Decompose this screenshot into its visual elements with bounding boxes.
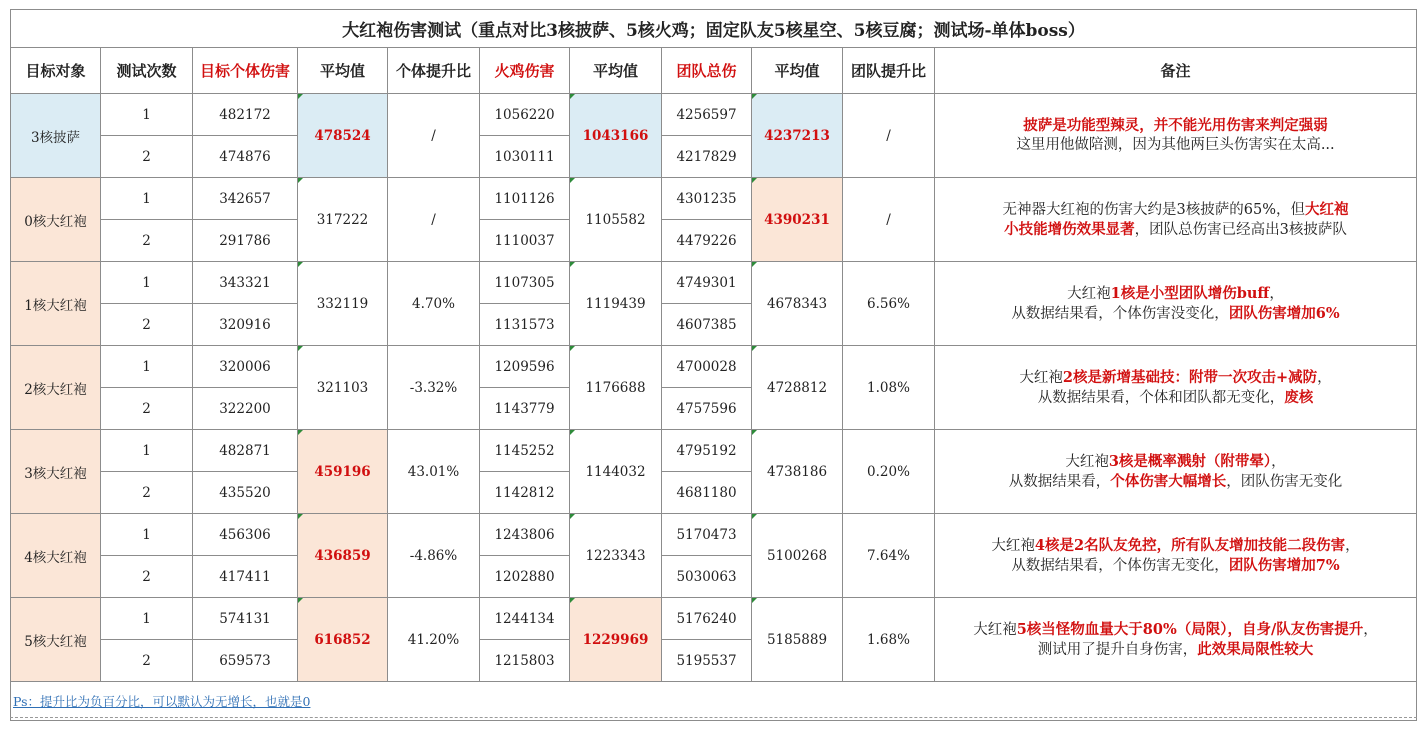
ps-note-link[interactable]: Ps：提升比为负百分比，可以默认为无增长，也就是0 [13,694,311,709]
cell-marker [570,514,575,519]
cell-target-avg[interactable] [298,178,388,262]
cell-test-no[interactable]: 2 [101,388,193,430]
cell-marker [298,598,303,603]
cell-turkey-avg[interactable] [570,94,662,178]
cell-target-damage[interactable]: 435520 [193,472,298,514]
cell-marker [752,430,757,435]
note-text: 测试用了提升自身伤害， [1037,641,1198,658]
note-highlight: 披萨是功能型辣灵，并不能光用伤害来判定强弱 [1023,117,1328,134]
cell-target-damage[interactable]: 322200 [193,388,298,430]
cell-turkey-damage[interactable]: 1143779 [480,388,570,430]
header-turkey-damage[interactable]: 火鸡伤害 [480,48,570,94]
header-target-damage[interactable]: 目标个体伤害 [193,48,298,94]
cell-marker [570,430,575,435]
cell-marker [570,94,575,99]
cell-test-no[interactable]: 2 [101,472,193,514]
note-highlight: 3核是概率溅射（附带晕） [1108,452,1272,470]
cell-team-damage[interactable]: 4607385 [662,304,752,346]
cell-target[interactable]: 0核大红袍 [11,178,101,262]
cell-marker [570,262,575,267]
cell-target-avg-value: 317222 [316,211,369,228]
cell-team-damage[interactable]: 5176240 [662,598,752,640]
note-highlight: 废核 [1284,388,1314,406]
cell-team-avg[interactable] [752,262,843,346]
cell-individual-increase[interactable]: 43.01% [388,430,480,514]
cell-target-avg-value: 321103 [316,379,369,396]
cell-team-damage[interactable]: 4301235 [662,178,752,220]
spreadsheet [10,9,1417,721]
cell-team-avg-value: 5185889 [766,631,828,648]
cell-turkey-avg-value: 1223343 [585,547,646,564]
cell-test-no[interactable]: 1 [101,94,193,136]
header-test-count[interactable]: 测试次数 [101,48,193,94]
cell-marker [298,94,303,99]
cell-individual-increase[interactable]: -3.32% [388,346,480,430]
cell-team-avg[interactable] [752,178,843,262]
cell-turkey-avg-value: 1229969 [582,631,649,648]
cell-target[interactable]: 4核大红袍 [11,514,101,598]
cell-team-damage[interactable]: 4681180 [662,472,752,514]
cell-marker [752,262,757,267]
note-text: ， [1269,285,1284,302]
cell-target[interactable]: 3核大红袍 [11,430,101,514]
note-highlight: 5核当怪物血量大于80%（局限），自身/队友伤害提升 [1016,620,1364,638]
cell-turkey-damage[interactable]: 1202880 [480,556,570,598]
header-team-increase[interactable]: 团队提升比 [843,48,935,94]
note-text: 大红袍 [1019,369,1063,386]
cell-team-damage[interactable]: 4479226 [662,220,752,262]
cell-turkey-damage[interactable]: 1056220 [480,94,570,136]
cell-marker [298,262,303,267]
cell-turkey-damage[interactable]: 1142812 [480,472,570,514]
cell-team-damage[interactable]: 5030063 [662,556,752,598]
cell-target-damage[interactable]: 291786 [193,220,298,262]
note-text: ， [1271,453,1286,470]
cell-test-no[interactable]: 1 [101,346,193,388]
cell-team-avg-value: 5100268 [766,547,828,564]
cell-turkey-avg[interactable] [570,430,662,514]
cell-turkey-damage[interactable]: 1110037 [480,220,570,262]
cell-team-increase[interactable]: / [843,178,935,262]
cell-marker [298,178,303,183]
header-row [11,48,1417,94]
cell-team-avg[interactable] [752,598,843,682]
cell-team-increase[interactable]: 1.68% [843,598,935,682]
header-avg-1[interactable]: 平均值 [298,48,388,94]
cell-turkey-damage[interactable]: 1131573 [480,304,570,346]
cell-team-avg[interactable] [752,514,843,598]
cell-team-damage[interactable]: 4749301 [662,262,752,304]
cell-target-damage[interactable]: 474876 [193,136,298,178]
damage-test-table [10,9,1417,721]
cell-team-avg[interactable] [752,94,843,178]
cell-turkey-damage[interactable]: 1107305 [480,262,570,304]
cell-test-no[interactable]: 1 [101,598,193,640]
cell-team-avg-value: 4728812 [766,379,828,396]
cell-turkey-damage[interactable]: 1209596 [480,346,570,388]
cell-individual-increase[interactable]: -4.86% [388,514,480,598]
cell-team-avg-value: 4678343 [766,295,828,312]
cell-test-no[interactable]: 2 [101,220,193,262]
cell-marker [752,514,757,519]
cell-team-damage[interactable]: 4217829 [662,136,752,178]
cell-target-avg[interactable] [298,94,388,178]
header-avg-3[interactable]: 平均值 [752,48,843,94]
note-highlight: 1核是小型团队增伤buff [1110,284,1270,302]
cell-target-damage[interactable]: 482172 [193,94,298,136]
note-highlight: 团队伤害增加6% [1228,304,1340,322]
ps-cell [11,682,1417,721]
note-text: ，团队总伤害已经高出3核披萨队 [1134,221,1347,238]
cell-turkey-damage[interactable]: 1030111 [480,136,570,178]
cell-turkey-damage[interactable]: 1145252 [480,430,570,472]
cell-target-avg[interactable] [298,262,388,346]
cell-test-no[interactable]: 1 [101,262,193,304]
cell-target[interactable]: 5核大红袍 [11,598,101,682]
cell-team-damage[interactable]: 4795192 [662,430,752,472]
cell-individual-increase[interactable]: / [388,94,480,178]
table-row [11,94,1417,136]
cell-turkey-avg[interactable] [570,598,662,682]
cell-note[interactable] [935,598,1417,682]
cell-note[interactable] [935,430,1417,514]
cell-individual-increase[interactable]: / [388,178,480,262]
table-row [11,430,1417,472]
cell-target-avg[interactable] [298,514,388,598]
cell-note[interactable] [935,514,1417,598]
cell-test-no[interactable]: 1 [101,514,193,556]
cell-target-damage[interactable]: 482871 [193,430,298,472]
cell-marker [570,346,575,351]
cell-turkey-avg-value: 1144032 [585,463,646,480]
cell-target-avg[interactable] [298,346,388,430]
table-row [11,178,1417,220]
note-text: 从数据结果看， [1008,473,1111,490]
cell-team-increase[interactable]: 6.56% [843,262,935,346]
cell-marker [298,514,303,519]
cell-team-avg[interactable] [752,346,843,430]
note-highlight: 4核是2名队友免控，所有队友增加技能二段伤害 [1034,536,1346,554]
table-row [11,514,1417,556]
cell-team-avg-value: 4738186 [766,463,828,480]
cell-team-damage[interactable]: 5195537 [662,640,752,682]
cell-marker [570,598,575,603]
cell-target-damage[interactable]: 574131 [193,598,298,640]
table-title[interactable]: 大红袍伤害测试（重点对比3核披萨、5核火鸡；固定队友5核星空、5核豆腐；测试场-单体boss） [11,10,1417,48]
cell-turkey-avg[interactable] [570,262,662,346]
cell-target-avg-value: 616852 [314,631,371,648]
cell-target[interactable]: 3核披萨 [11,94,101,178]
cell-note[interactable] [935,178,1417,262]
header-notes[interactable]: 备注 [935,48,1417,94]
cell-target[interactable]: 2核大红袍 [11,346,101,430]
cell-target-avg-value: 478524 [314,127,371,144]
note-highlight: 团队伤害增加7% [1228,556,1340,574]
cell-team-avg-value: 4237213 [764,127,830,144]
cell-test-no[interactable]: 1 [101,430,193,472]
cell-target-damage[interactable]: 342657 [193,178,298,220]
cell-turkey-avg[interactable] [570,514,662,598]
cell-test-no[interactable]: 2 [101,556,193,598]
cell-test-no[interactable]: 2 [101,304,193,346]
cell-turkey-avg-value: 1119439 [585,295,646,312]
cell-team-increase[interactable]: 0.20% [843,430,935,514]
table-row [11,262,1417,304]
note-text: 这里用他做陪测，因为其他两巨头伤害实在太高... [1016,137,1335,153]
note-text: ， [1363,621,1378,638]
cell-team-increase[interactable]: / [843,94,935,178]
cell-marker [752,94,757,99]
cell-target-avg-value: 332119 [316,295,369,312]
cell-marker [752,178,757,183]
table-row [11,598,1417,640]
note-text: ， [1345,537,1360,554]
note-highlight: 2核是新增基础技：附带一次攻击+减防 [1062,368,1318,386]
cell-turkey-avg[interactable] [570,178,662,262]
cell-team-damage[interactable]: 5170473 [662,514,752,556]
cell-target-avg-value: 459196 [314,463,371,480]
cell-test-no[interactable]: 2 [101,136,193,178]
cell-individual-increase[interactable]: 4.70% [388,262,480,346]
cell-target-damage[interactable]: 417411 [193,556,298,598]
cell-note[interactable] [935,346,1417,430]
cell-note[interactable] [935,94,1417,178]
cell-team-avg[interactable] [752,430,843,514]
cell-team-damage[interactable]: 4757596 [662,388,752,430]
note-highlight: 大红袍 [1304,200,1349,218]
cell-team-increase[interactable]: 1.08% [843,346,935,430]
note-text: ， [1317,369,1332,386]
title-row [11,10,1417,48]
cell-test-no[interactable]: 2 [101,640,193,682]
cell-marker [570,178,575,183]
cell-team-damage[interactable]: 4700028 [662,346,752,388]
cell-marker [752,346,757,351]
note-text: 从数据结果看，个体伤害无变化， [1011,557,1229,574]
cell-marker [752,598,757,603]
note-text: 大红袍 [1067,285,1111,302]
cell-target-damage[interactable]: 320006 [193,346,298,388]
note-text: ，团队伤害无变化 [1226,473,1343,490]
cell-target-avg[interactable] [298,598,388,682]
cell-test-no[interactable]: 1 [101,178,193,220]
cell-target[interactable]: 1核大红袍 [11,262,101,346]
cell-marker [298,346,303,351]
note-highlight: 个体伤害大幅增长 [1110,472,1227,490]
cell-target-avg-value: 436859 [314,547,371,564]
note-highlight: 此效果局限性较大 [1197,640,1314,658]
cell-turkey-avg-value: 1105582 [585,211,646,228]
cell-target-avg[interactable] [298,430,388,514]
cell-turkey-damage[interactable]: 1101126 [480,178,570,220]
cell-turkey-avg-value: 1043166 [582,127,649,144]
cell-turkey-avg[interactable] [570,346,662,430]
cell-turkey-damage[interactable]: 1244134 [480,598,570,640]
cell-team-avg-value: 4390231 [764,211,830,228]
cell-turkey-damage[interactable]: 1243806 [480,514,570,556]
table-row [11,346,1417,388]
header-team-damage[interactable]: 团队总伤 [662,48,752,94]
ps-row [11,682,1417,721]
cell-target-damage[interactable]: 343321 [193,262,298,304]
header-individual-increase[interactable]: 个体提升比 [388,48,480,94]
note-text: 大红袍 [991,537,1035,554]
dashed-divider [10,717,1417,718]
note-text: 大红袍 [1065,453,1109,470]
header-target[interactable]: 目标对象 [11,48,101,94]
note-highlight: 小技能增伤效果显著 [1004,220,1135,238]
cell-target-damage[interactable]: 456306 [193,514,298,556]
cell-target-damage[interactable]: 659573 [193,640,298,682]
cell-turkey-damage[interactable]: 1215803 [480,640,570,682]
table-body [11,94,1417,682]
note-text: 无神器大红袍的伤害大约是3核披萨的65%，但 [1002,201,1305,218]
cell-target-damage[interactable]: 320916 [193,304,298,346]
cell-team-increase[interactable]: 7.64% [843,514,935,598]
note-text: 从数据结果看，个体伤害没变化， [1011,305,1229,322]
header-avg-2[interactable]: 平均值 [570,48,662,94]
cell-individual-increase[interactable]: 41.20% [388,598,480,682]
cell-team-damage[interactable]: 4256597 [662,94,752,136]
cell-note[interactable] [935,262,1417,346]
note-text: 大红袍 [973,621,1017,638]
cell-marker [298,430,303,435]
note-text: 从数据结果看，个体和团队都无变化， [1037,389,1285,406]
cell-turkey-avg-value: 1176688 [585,379,646,396]
